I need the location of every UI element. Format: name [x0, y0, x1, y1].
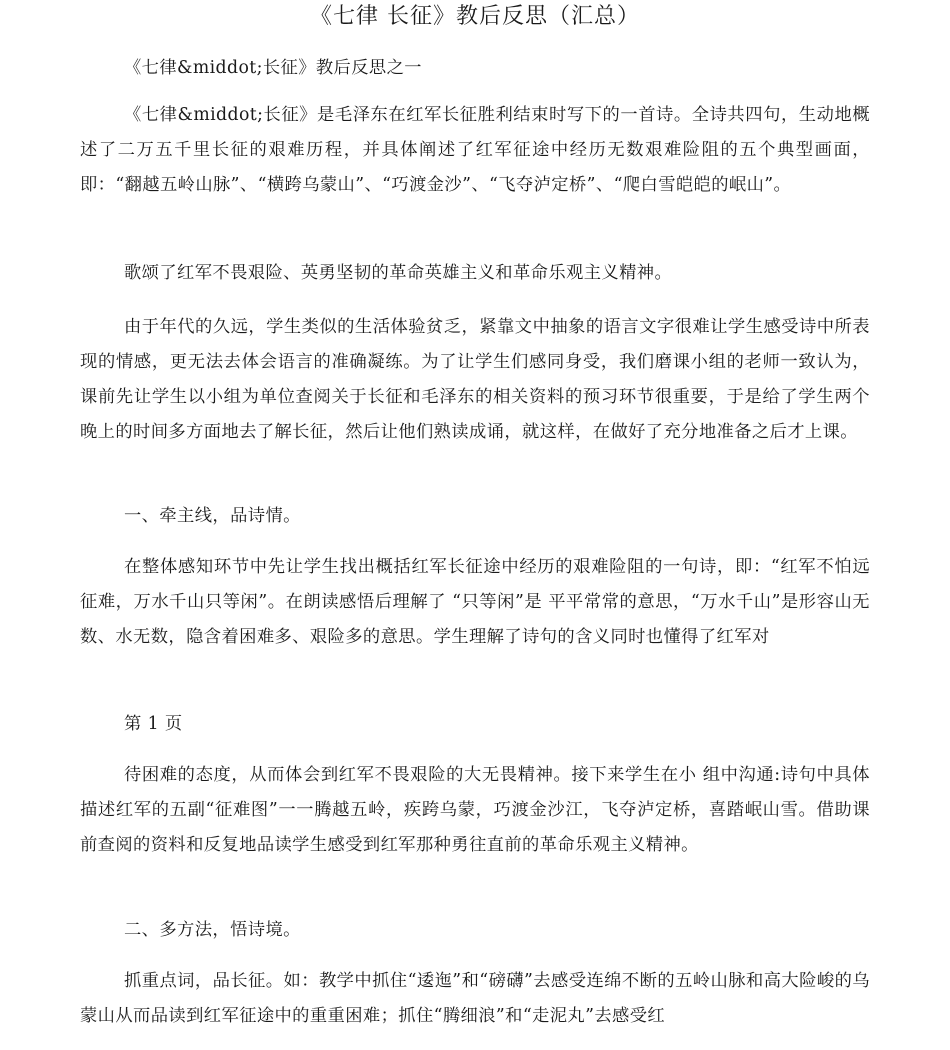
body-paragraph-background: 由于年代的久远，学生类似的生活体验贫乏，紧靠文中抽象的语言文字很难让学生感受诗中所表现的情感，更无法去体会语言的准确凝练。为了让学生们感同身受，我们磨课小组的老师一致认为，课前先让学生以小组为单位查阅关于长征和毛泽东的相关资料的预习环节很重要，于是给了学生两个晚上的时间多方面地去了解长征，然后让他们熟读成诵，就这样，在做好了充分地准备之后才上课。: [80, 317, 870, 442]
body-paragraph-section-2: 抓重点词，品长征。如：教学中抓住“逶迤”和“磅礴”去感受连绵不断的五岭山脉和高大险峻的乌蒙山从而品读到红军征途中的重重困难；抓住“腾细浪”和“走泥丸”去感受红: [80, 971, 870, 1026]
body-paragraph-intro: 《七律&middot;长征》是毛泽东在红军长征胜利结束时写下的一首诗。全诗共四句，生动地概述了二万五千里长征的艰难历程，并具体阐述了红军征途中经历无数艰难险阻的五个典型画面，即：“翻越五岭山脉”、“横跨乌蒙山”、“巧渡金沙”、“飞夺泸定桥”、“爬白雪皑皑的岷山”。: [80, 105, 870, 195]
subtitle-paragraph: 《七律&middot;长征》教后反思之一: [124, 58, 422, 78]
body-paragraph-continued: 待困难的态度，从而体会到红军不畏艰险的大无畏精神。接下来学生在小 组中沟通:诗句中具体描述红军的五副“征难图”一一腾越五岭，疾跨乌蒙，巧渡金沙江，飞夺泸定桥，喜踏岷山雪。借助课前查阅的资料和反复地品读学生感受到红军那种勇往直前的革命乐观主义精神。: [80, 765, 870, 855]
section-heading-2: 二、多方法，悟诗境。: [124, 920, 301, 940]
body-paragraph-section-1: 在整体感知环节中先让学生找出概括红军长征途中经历的艰难险阻的一句诗，即：“红军不怕远征难，万水千山只等闲”。在朗读感悟后理解了 “只等闲”是 平平常常的意思，“万水千山”是形容山无数、水无数，隐含着困难多、艰险多的意思。学生理解了诗句的含义同时也懂得了红军对: [80, 557, 870, 647]
document-title: 《七律 长征》教后反思（汇总）: [310, 4, 640, 29]
page-number-label: 第 1 页: [124, 714, 183, 734]
body-paragraph-praise: 歌颂了红军不畏艰险、英勇坚韧的革命英雄主义和革命乐观主义精神。: [124, 263, 673, 283]
section-heading-1: 一、牵主线，品诗情。: [124, 506, 301, 526]
